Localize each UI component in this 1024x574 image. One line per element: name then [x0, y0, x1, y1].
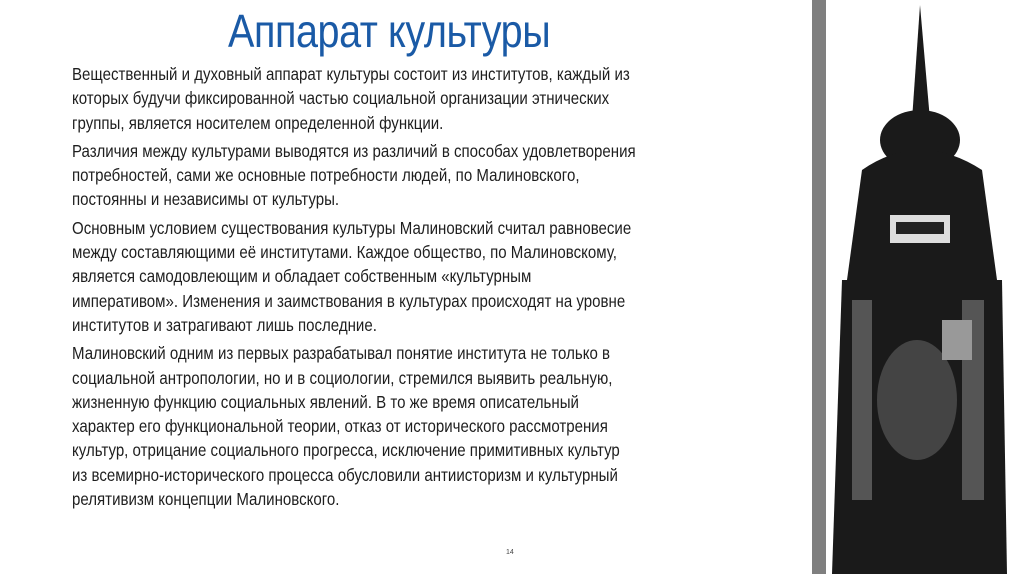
text-line: Различия между культурами выводятся из различий в способах удовлетворения: [72, 140, 636, 161]
text-line: между составляющими её институтами. Каждое общество, по Малиновскому,: [72, 242, 617, 263]
text-line: Основным условием существования культуры Малиновский считал равновесие: [72, 217, 632, 238]
text-line: институтов и затрагивают лишь последние.: [72, 314, 377, 335]
text-line: из всемирно-исторического процесса обусловили антиисторизм и культурный: [72, 464, 618, 485]
page-number: 14: [506, 549, 514, 556]
slide-title: Аппарат культуры: [228, 5, 551, 57]
text-line: культур, отрицание социального прогресса, исключение примитивных культур: [72, 440, 620, 461]
text-line: группы, является носителем определенной функции.: [72, 112, 444, 133]
paragraph-2: [72, 139, 772, 212]
text-line: Вещественный и духовный аппарат культуры состоит из институтов, каждый из: [72, 64, 630, 84]
text-line: постоянны и независимы от культуры.: [72, 189, 340, 210]
text-line: характер его функциональной теории, отказ от исторического рассмотрения: [72, 416, 608, 437]
text-line: императивом». Изменения и заимствования в культурах происходят на уровне: [72, 290, 626, 311]
text-line: потребностей, сами же основные потребности людей, по Малиновского,: [72, 165, 580, 186]
text-line: является самодовлеющим и обладает собственным «культурным: [72, 266, 532, 287]
text-line: социальной антропологии, но и в социологии, стремился выявить реальную,: [72, 367, 613, 388]
text-line: релятивизм концепции Малиновского.: [72, 489, 340, 510]
text-line: жизненную функцию социальных явлений. В то же время описательный: [72, 391, 579, 412]
paragraph-4: [72, 341, 772, 511]
paragraph-3: [72, 216, 772, 337]
statue-photo: [812, 0, 1012, 574]
text-line: Малиновский одним из первых разрабатывал понятие института не только в: [72, 343, 611, 364]
text-line: которых будучи фиксированной частью социальной организации этнических: [72, 88, 610, 109]
slide-body: [72, 62, 772, 515]
paragraph-1: [72, 62, 772, 135]
